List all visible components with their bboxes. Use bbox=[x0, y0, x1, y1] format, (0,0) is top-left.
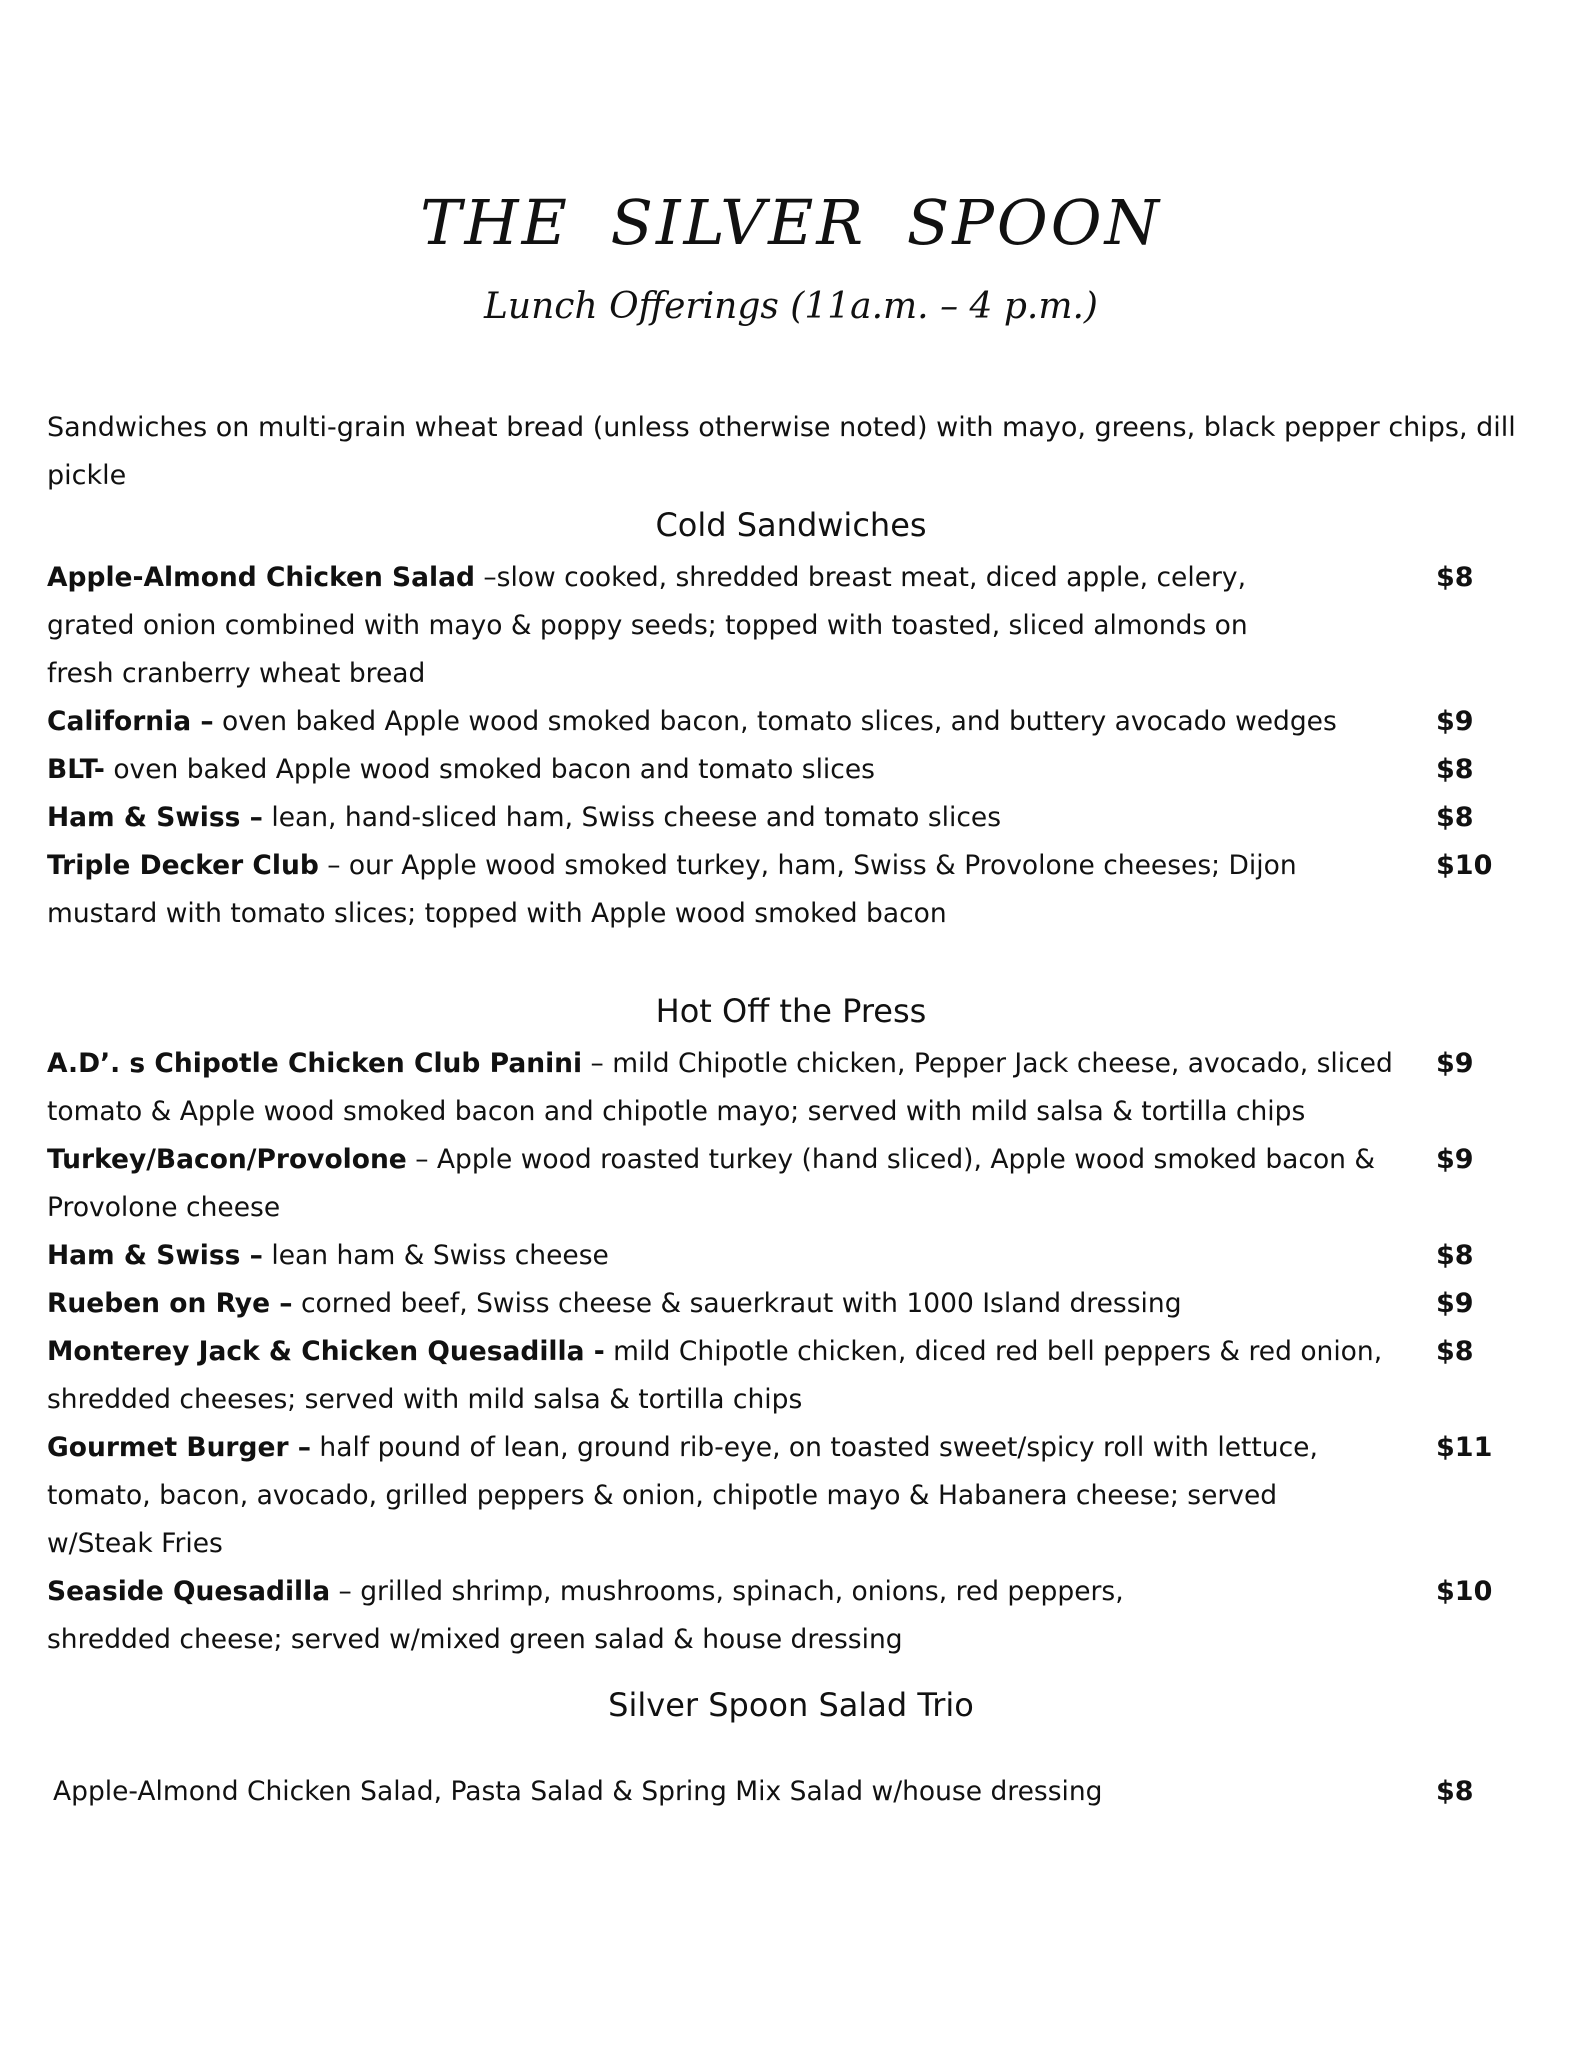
item-description: oven baked Apple wood smoked bacon and tomato slices bbox=[104, 754, 875, 785]
item-description: half pound of lean, ground rib-eye, on toasted sweet/spicy roll with lettuce, tomato, bacon, avocado, grilled peppers & onion, chipotle mayo & Habanera cheese; served w/Steak Fries bbox=[47, 1432, 1318, 1559]
menu-item bbox=[47, 1328, 1417, 1424]
item-name: California – bbox=[47, 706, 214, 737]
item-description: – mild Chipotle chicken, Pepper Jack cheese, avocado, sliced tomato & Apple wood smoked bacon and chipotle mayo; served with mild salsa & tortilla chips bbox=[47, 1048, 1393, 1127]
item-name: Rueben on Rye – bbox=[47, 1288, 293, 1319]
menu-item bbox=[47, 1040, 1417, 1136]
item-price: $8 bbox=[1436, 754, 1474, 785]
menu-title: THE SILVER SPOON bbox=[420, 186, 1162, 259]
menu-subtitle: Lunch Offerings (11a.m. – 4 p.m.) bbox=[484, 286, 1098, 327]
menu-item bbox=[53, 1768, 1423, 1816]
item-price: $9 bbox=[1436, 1048, 1474, 1079]
item-name: Triple Decker Club bbox=[47, 850, 319, 881]
menu-item bbox=[47, 1136, 1417, 1232]
item-description: lean, hand-sliced ham, Swiss cheese and tomato slices bbox=[262, 802, 1002, 833]
item-description: – grilled shrimp, mushrooms, spinach, onions, red peppers, shredded cheese; served w/mixed green salad & house dressing bbox=[47, 1576, 1124, 1655]
item-price: $8 bbox=[1436, 802, 1474, 833]
item-description: oven baked Apple wood smoked bacon, tomato slices, and buttery avocado wedges bbox=[213, 706, 1337, 737]
menu-item bbox=[47, 746, 1417, 794]
item-price: $8 bbox=[1436, 562, 1474, 593]
item-name: Apple-Almond Chicken Salad bbox=[47, 562, 475, 593]
item-price: $9 bbox=[1436, 1144, 1474, 1175]
item-price: $10 bbox=[1436, 850, 1493, 881]
item-price: $10 bbox=[1436, 1576, 1493, 1607]
item-name: Ham & Swiss – bbox=[47, 1240, 263, 1271]
section-heading-cold: Cold Sandwiches bbox=[655, 506, 927, 544]
item-description: corned beef, Swiss cheese & sauerkraut with 1000 Island dressing bbox=[292, 1288, 1182, 1319]
item-price: $9 bbox=[1436, 706, 1474, 737]
menu-item bbox=[47, 794, 1417, 842]
item-description: – Apple wood roasted turkey (hand sliced), Apple wood smoked bacon & Provolone cheese bbox=[47, 1144, 1376, 1223]
section-heading-salad-trio: Silver Spoon Salad Trio bbox=[608, 1686, 974, 1724]
intro-text: Sandwiches on multi-grain wheat bread (unless otherwise noted) with mayo, greens, black pepper chips, dill pickle bbox=[47, 412, 1516, 491]
menu-item bbox=[47, 698, 1417, 746]
item-price: $11 bbox=[1436, 1432, 1493, 1463]
item-name: Monterey Jack & Chicken Quesadilla - bbox=[47, 1336, 605, 1367]
menu-item bbox=[47, 1280, 1417, 1328]
item-price: $8 bbox=[1436, 1776, 1474, 1807]
item-price: $9 bbox=[1436, 1288, 1474, 1319]
item-name: Seaside Quesadilla bbox=[47, 1576, 331, 1607]
item-description: lean ham & Swiss cheese bbox=[262, 1240, 609, 1271]
menu-item bbox=[47, 1232, 1417, 1280]
menu-item bbox=[47, 1424, 1377, 1568]
item-price: $8 bbox=[1436, 1336, 1474, 1367]
section-heading-hot: Hot Off the Press bbox=[655, 992, 927, 1030]
menu-item bbox=[47, 554, 1267, 698]
item-name: A.D’. s Chipotle Chicken Club Panini bbox=[47, 1048, 583, 1079]
menu-item bbox=[47, 842, 1387, 938]
menu-item bbox=[47, 1568, 1187, 1664]
item-name: Turkey/Bacon/Provolone bbox=[47, 1144, 407, 1175]
item-description: –slow cooked, shredded breast meat, diced apple, celery, grated onion combined with mayo & poppy seeds; topped with toasted, sliced almonds on fresh cranberry wheat bread bbox=[47, 562, 1248, 689]
item-name: Ham & Swiss – bbox=[47, 802, 263, 833]
item-description: mild Chipotle chicken, diced red bell peppers & red onion, shredded cheeses; served with mild salsa & tortilla chips bbox=[47, 1336, 1383, 1415]
item-description: Apple-Almond Chicken Salad, Pasta Salad & Spring Mix Salad w/house dressing bbox=[53, 1776, 1103, 1807]
item-description: – our Apple wood smoked turkey, ham, Swiss & Provolone cheeses; Dijon mustard with tomato slices; topped with Apple wood smoked bacon bbox=[47, 850, 1297, 929]
item-price: $8 bbox=[1436, 1240, 1474, 1271]
item-name: Gourmet Burger – bbox=[47, 1432, 311, 1463]
item-name: BLT- bbox=[47, 754, 105, 785]
